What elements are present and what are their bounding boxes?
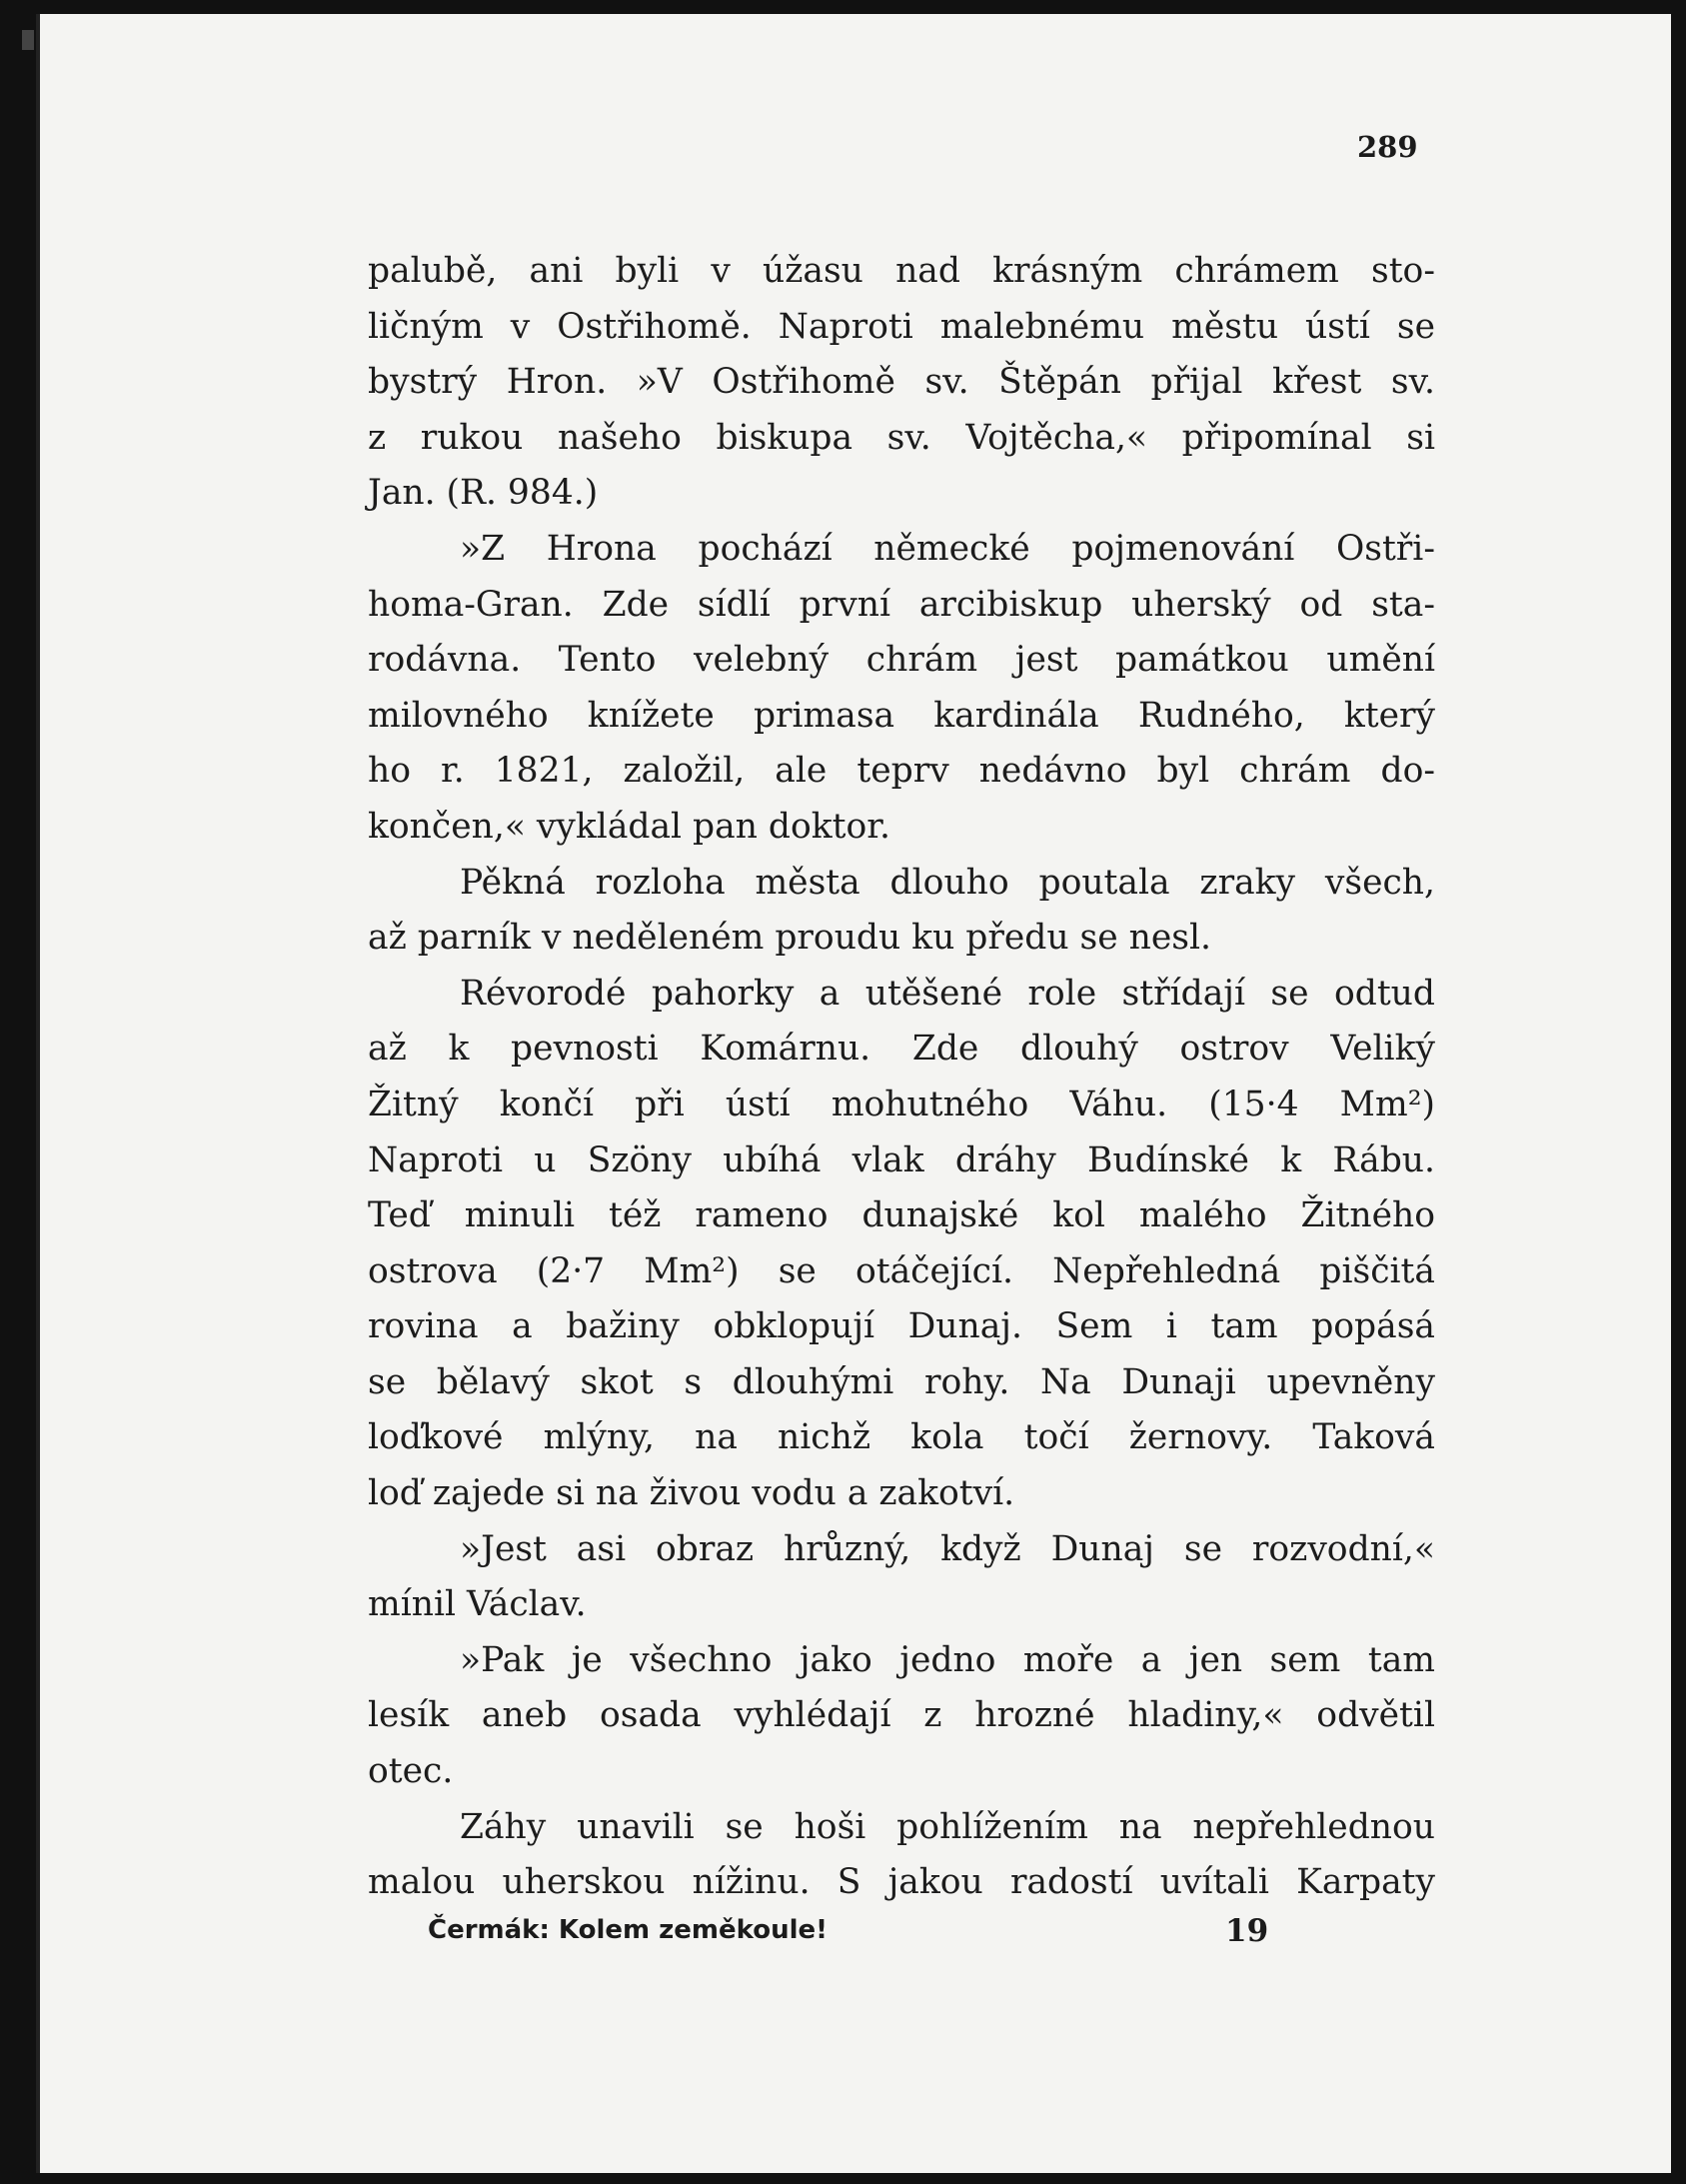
text-line: palubě, ani byli v úžasu nad krásným chrámem sto-	[368, 251, 1435, 291]
text-line: Naproti u Szöny ubíhá vlak dráhy Budínské k Rábu.	[368, 1139, 1435, 1180]
text-line: loď zajede si na živou vodu a zakotví.	[368, 1473, 1015, 1514]
footer-sheet-number: 19	[1225, 1913, 1269, 1949]
text-line: »Pak je všechno jako jedno moře a jen sem tam	[460, 1639, 1435, 1680]
text-line: Žitný končí při ústí mohutného Váhu. (15·4 Mm²)	[368, 1084, 1435, 1124]
text-line: Pěkná rozloha města dlouho poutala zraky všech,	[460, 862, 1435, 903]
text-line: malou uherskou nížinu. S jakou radostí uvítali Karpaty	[368, 1862, 1435, 1903]
text-line: loďkové mlýny, na nichž kola točí žernovy. Taková	[368, 1417, 1435, 1458]
text-line: z rukou našeho biskupa sv. Vojtěcha,« připomínal si	[368, 417, 1435, 458]
text-line: lesík aneb osada vyhlédají z hrozné hladiny,« odvětil	[368, 1695, 1435, 1736]
text-line: rovina a bažiny obklopují Dunaj. Sem i tam popásá	[368, 1306, 1435, 1347]
text-line: »Z Hrona pochází německé pojmenování Ostři-	[460, 528, 1435, 569]
body-text	[368, 244, 1435, 1911]
text-line: mínil Václav.	[368, 1584, 587, 1625]
text-line: »Jest asi obraz hrůzný, když Dunaj se rozvodní,«	[460, 1528, 1435, 1569]
text-line: Révorodé pahorky a utěšené role střídají se odtud	[460, 973, 1435, 1014]
text-line: se bělavý skot s dlouhými rohy. Na Dunaji upevněny	[368, 1361, 1435, 1402]
text-line: ho r. 1821, založil, ale teprv nedávno byl chrám do-	[368, 751, 1435, 792]
text-line: až parník v neděleném proudu ku předu se nesl.	[368, 918, 1211, 959]
text-line: Záhy unavili se hoši pohlížením na nepřehlednou	[460, 1806, 1435, 1847]
footer-signature: Čermák: Kolem zeměkoule!	[428, 1915, 829, 1945]
page-number: 289	[1357, 130, 1418, 164]
text-line: homa-Gran. Zde sídlí první arcibiskup uherský od sta-	[368, 584, 1435, 625]
book-page	[36, 14, 1671, 2173]
text-line: milovného knížete primasa kardinála Rudného, který	[368, 695, 1435, 736]
text-line: otec.	[368, 1751, 454, 1792]
text-line: bystrý Hron. »V Ostřihomě sv. Štěpán přijal křest sv.	[368, 362, 1435, 403]
text-line: končen,« vykládal pan doktor.	[368, 806, 890, 847]
text-line: Jan. (R. 984.)	[368, 473, 599, 514]
text-line: rodávna. Tento velebný chrám jest památkou umění	[368, 640, 1435, 681]
text-line: Teď minuli též rameno dunajské kol malého Žitného	[368, 1195, 1435, 1236]
binding-edge-mark	[22, 30, 34, 50]
text-line: až k pevnosti Komárnu. Zde dlouhý ostrov Veliký	[368, 1029, 1435, 1070]
text-line: ličným v Ostřihomě. Naproti malebnému městu ústí se	[368, 306, 1435, 347]
text-line: ostrova (2·7 Mm²) se otáčející. Nepřehledná piščitá	[368, 1250, 1435, 1291]
